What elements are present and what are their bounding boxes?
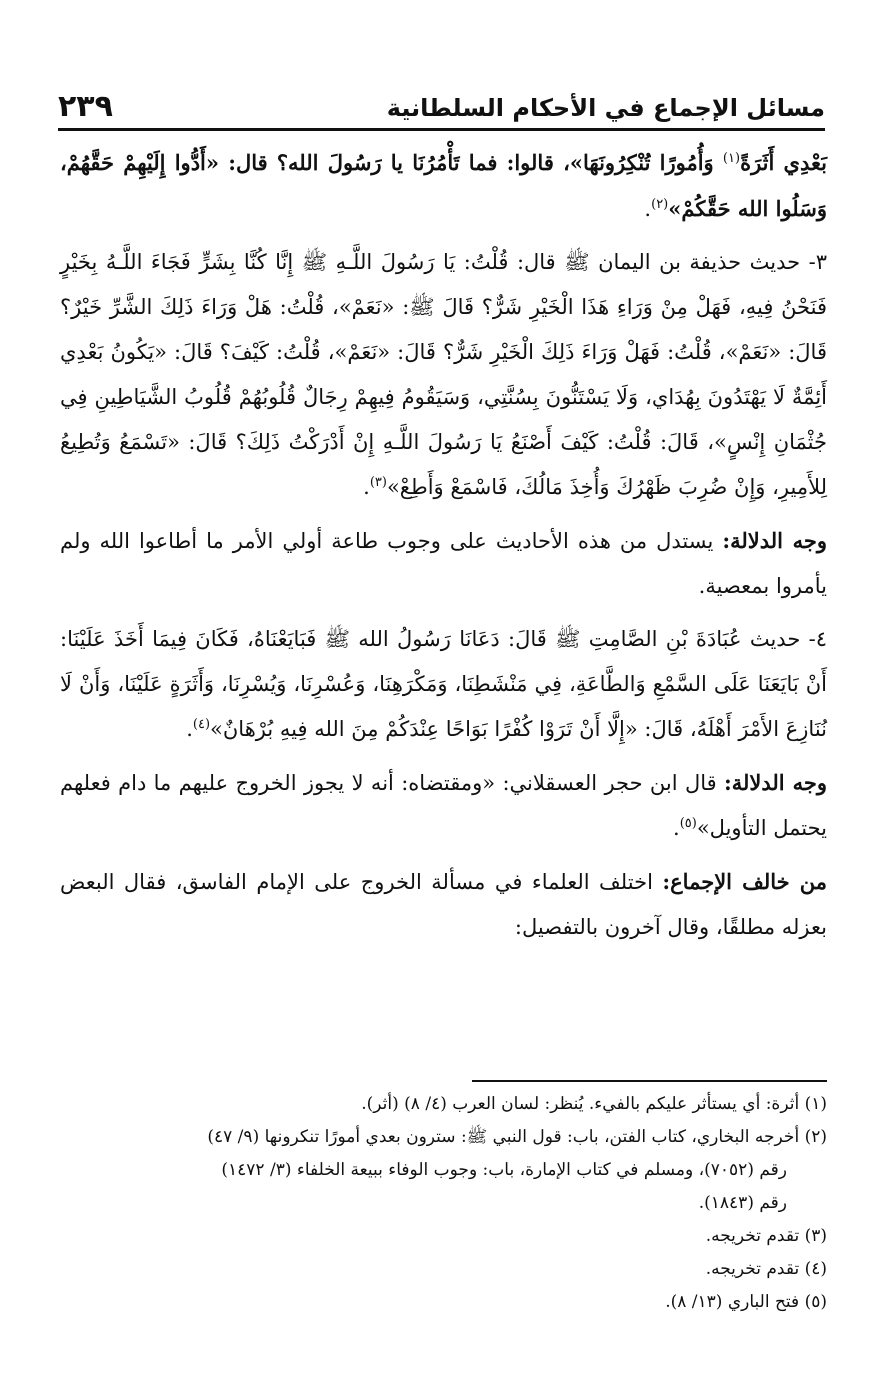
footnote-2: (٢) أخرجه البخاري، كتاب الفتن، باب: قول النبي ﷺ: سترون بعدي أمورًا تنكرونها (٩/ ٤٧) (207, 1127, 827, 1147)
footnote-2-continued: رقم (١٨٤٣). (698, 1193, 787, 1213)
footnote-3: (٣) تقدم تخريجه. (705, 1226, 827, 1246)
book-title: مسائل الإجماع في الأحكام السلطانية (386, 94, 825, 122)
section-label: وجه الدلالة: (722, 528, 827, 553)
period: . (644, 197, 652, 221)
footnotes (60, 1080, 827, 1319)
period: . (186, 717, 193, 741)
footnote-marker-5: (٥) (679, 816, 697, 831)
paragraph-text: اختلف العلماء في مسألة الخروج على الإمام الفاسق، فقال البعض بعزله مطلقًا، وقال آخرون بالتفصيل: (60, 870, 827, 939)
paragraph-text: قال ابن حجر العسقلاني: «ومقتضاه: أنه لا يجوز الخروج عليهم ما دام فعلهم يحتمل التأويل» (60, 771, 827, 840)
footnote-5: (٥) فتح الباري (١٣/ ٨). (665, 1292, 827, 1312)
paragraph-1 (60, 140, 827, 232)
footnote-2-continued: رقم (٧٠٥٢)، ومسلم في كتاب الإمارة، باب: وجوب الوفاء ببيعة الخلفاء (٣/ ١٤٧٢) (221, 1160, 787, 1180)
main-text (60, 140, 827, 958)
hadith-text: بَعْدِي أَثَرَةً (740, 150, 827, 175)
hadith-text: ٤- حديث عُبَادَةَ بْنِ الصَّامِتِ ﷺ قَالَ: دَعَانَا رَسُولُ الله ﷺ فَبَايَعْنَاهُ، فَكَانَ فِيمَا أَخَذَ عَلَيْنَا: أَنْ بَايَعَنَا عَلَى السَّمْعِ وَالطَّاعَةِ، فِي مَنْشَطِنَا، وَمَكْرَهِنَا، وَعُسْرِنَا، وَيُسْرِنَا، وَأَثَرَةٍ عَلَيْنَا، وَأَنْ لَا نُنَازِعَ الأَمْرَ أَهْلَهُ، قَالَ: «إِلَّا أَنْ تَرَوْا كُفْرًا بَوَاحًا عِنْدَكُمْ مِنَ الله فِيهِ بُرْهَانٌ» (60, 627, 827, 741)
footnote-marker-3: (٣) (369, 475, 387, 490)
paragraph-text: يستدل من هذه الأحاديث على وجوب طاعة أولي الأمر ما أطاعوا الله ولم يأمروا بمعصية. (60, 529, 827, 598)
running-header (58, 70, 825, 131)
footnote-4: (٤) تقدم تخريجه. (705, 1259, 827, 1279)
paragraph-3 (60, 518, 827, 609)
section-label: من خالف الإجماع: (662, 869, 827, 894)
hadith-text: ٣- حديث حذيفة بن اليمان ﷺ قال: قُلْتُ: يَا رَسُولَ اللَّـهِ ﷺ إِنَّا كُنَّا بِشَرٍّ فَجَاءَ اللَّـهُ بِخَيْرٍ فَنَحْنُ فِيهِ، فَهَلْ مِنْ وَرَاءِ هَذَا الْخَيْرِ شَرٌّ؟ قَالَ ﷺ: «نَعَمْ»، قُلْتُ: هَلْ وَرَاءَ ذَلِكَ الشَّرِّ خَيْرٌ؟ قَالَ: «نَعَمْ»، قُلْتُ: فَهَلْ وَرَاءَ ذَلِكَ الْخَيْرِ شَرٌّ؟ قَالَ: «نَعَمْ»، قُلْتُ: كَيْفَ؟ قَالَ: «يَكُونُ بَعْدِي أَئِمَّةٌ لَا يَهْتَدُونَ بِهُدَاي، وَلَا يَسْتَنُّونَ بِسُنَّتِي، وَسَيَقُومُ فِيهِمْ رِجَالٌ قُلُوبُهُمْ قُلُوبُ الشَّيَاطِينِ فِي جُثْمَانِ إِنْسٍ»، قَالَ: قُلْتُ: كَيْفَ أَصْنَعُ يَا رَسُولَ اللَّـهِ إِنْ أَدْرَكْتُ ذَلِكَ؟ قَالَ: «تَسْمَعُ وَتُطِيعُ لِلأَمِيرِ، وَإِنْ ضُرِبَ ظَهْرُكَ وَأُخِذَ مَالُكَ، فَاسْمَعْ وَأَطِعْ» (60, 250, 827, 499)
paragraph-6 (60, 859, 827, 950)
period: . (673, 816, 680, 840)
section-label: وجه الدلالة: (723, 770, 827, 795)
footnote-marker-4: (٤) (192, 717, 211, 732)
paragraph-4 (60, 617, 827, 752)
footnote-marker-1: (١) (722, 151, 741, 166)
page-number: ٢٣٩ (58, 89, 113, 124)
footnote-1: (١) أثرة: أي يستأثر عليكم بالفيء. يُنظر: لسان العرب (٤/ ٨) (أثر). (361, 1094, 827, 1114)
paragraph-2 (60, 240, 827, 510)
paragraph-5 (60, 760, 827, 851)
footnote-marker-2: (٢) (651, 197, 669, 212)
footnote-divider (472, 1080, 827, 1082)
period: . (363, 475, 370, 499)
hadith-text: وَأُمُورًا تُنْكِرُونَهَا»، قالوا: فما تَأْمُرُنَا يا رَسُولَ الله؟ قال: «أَدُّوا إِلَيْهِمْ حَقَّهُمْ، وَسَلُوا الله حَقَّكُمْ» (60, 150, 827, 221)
